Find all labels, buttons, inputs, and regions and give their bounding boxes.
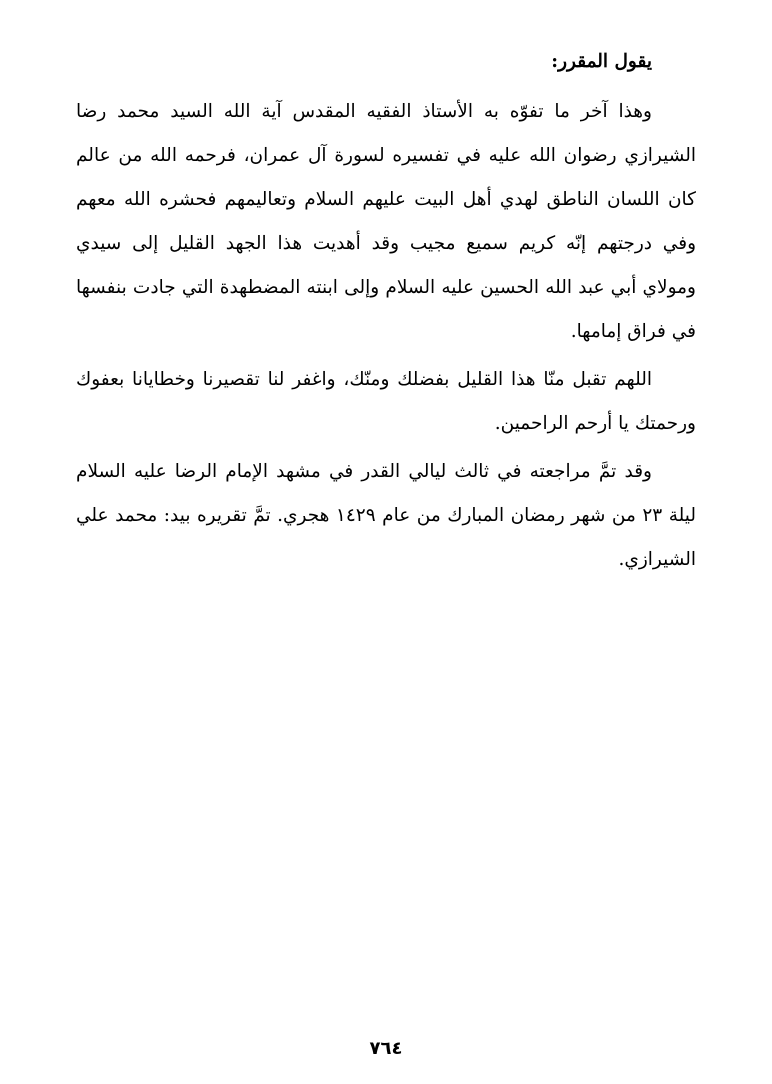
page-content [76, 40, 696, 582]
section-heading: يقول المقرر: [551, 51, 652, 72]
page-number: ٧٦٤ [369, 1038, 403, 1059]
paragraph-completion-note: وقد تمَّ مراجعته في ثالث ليالي القدر في مشهد الإمام الرضا عليه السلام ليلة ٢٣ من شهر رمضان المبارك من عام ١٤٢٩ هجري. تمَّ تقريره بيد: محمد علي الشيرازي. [76, 461, 696, 570]
paragraph-closing-remarks: وهذا آخر ما تفوّه به الأستاذ الفقيه المقدس آية الله السيد محمد رضا الشيرازي رضوان الله عليه في تفسيره لسورة آل عمران، فرحمه الله من عالم كان اللسان الناطق لهدي أهل البيت عليهم السلام وتعاليمهم فحشره الله معهم وفي درجتهم إنّه كريم سميع مجيب وقد أهديت هذا الجهد القليل إلى سيدي ومولاي أبي عبد الله الحسين عليه السلام وإلى ابنته المضطهدة التي جادت بنفسها في فراق إمامها. [76, 101, 696, 342]
paragraph-prayer: اللهم تقبل منّا هذا القليل بفضلك ومنّك، واغفر لنا تقصيرنا وخطايانا بعفوك ورحمتك يا أرحم الراحمين. [76, 369, 696, 434]
